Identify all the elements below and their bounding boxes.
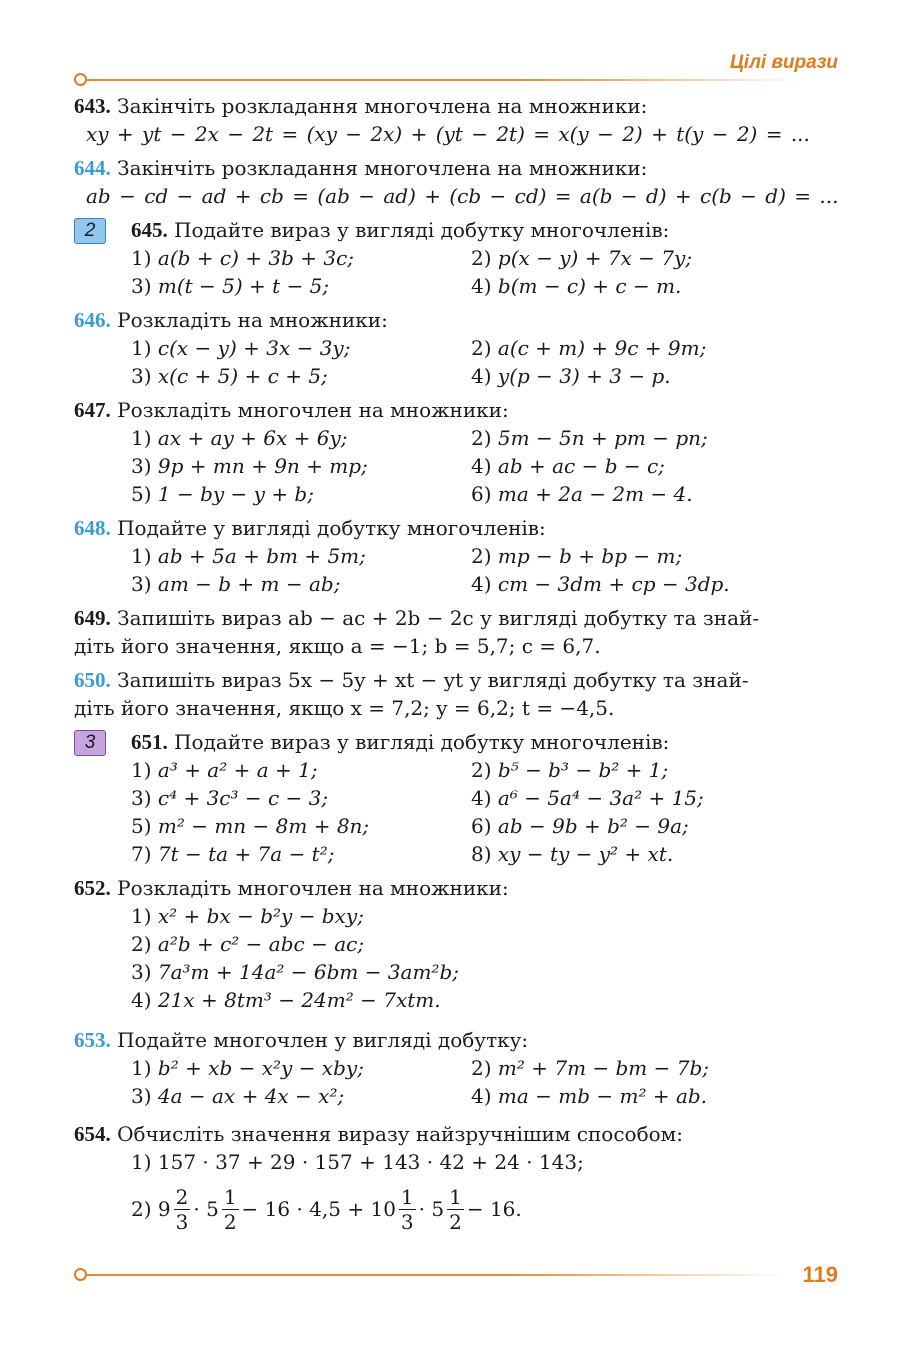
operator-text: − 16. bbox=[466, 1197, 522, 1221]
list-item: 4) a⁶ − 5a⁴ − 3a² + 15; bbox=[471, 786, 704, 810]
list-item: 1) a³ + a² + a + 1; bbox=[131, 758, 318, 782]
list-item: 8) xy − ty − y² + xt. bbox=[471, 842, 674, 866]
list-item: 5) m² − mn − 8m + 8n; bbox=[131, 814, 370, 838]
fraction: $\frac{2}{3}$ bbox=[175, 1184, 189, 1234]
exercise-number: 648. bbox=[74, 516, 111, 540]
exercise-text: Закінчіть розкладання многочлена на множники: bbox=[117, 156, 648, 180]
exercise-list bbox=[74, 92, 844, 1244]
list-item: 4) ma − mb − m² + ab. bbox=[471, 1084, 708, 1108]
exercise-651 bbox=[74, 728, 844, 868]
exercise-645 bbox=[74, 216, 844, 300]
list-item: 2) b⁵ − b³ − b² + 1; bbox=[471, 758, 669, 782]
exercise-text: Розкладіть многочлен на множники: bbox=[117, 876, 509, 900]
list-item: 3) 7a³m + 14a² − 6bm − 3am²b; bbox=[131, 960, 459, 984]
exercise-number: 653. bbox=[74, 1028, 111, 1052]
exercise-number: 644. bbox=[74, 156, 111, 180]
list-item: 1) 157 · 37 + 29 · 157 + 143 · 42 + 24 · 143; bbox=[131, 1150, 584, 1174]
list-item: 1) c(x − y) + 3x − 3y; bbox=[131, 336, 351, 360]
operator-text: · 5 bbox=[193, 1197, 219, 1221]
item-ordinal: 2) bbox=[131, 1197, 152, 1221]
exercise-text: Запишіть вираз 5x − 5y + xt − yt у вигляді добутку та знай- bbox=[117, 668, 749, 692]
exercise-646 bbox=[74, 306, 844, 390]
exercise-number: 643. bbox=[74, 94, 111, 118]
list-item: 2) m² + 7m − bm − 7b; bbox=[471, 1056, 710, 1080]
exercise-text: Подайте у вигляді добутку многочленів: bbox=[117, 516, 546, 540]
exercise-652 bbox=[74, 874, 844, 1014]
list-item: 1) ax + ay + 6x + 6y; bbox=[131, 426, 348, 450]
exercise-number: 645. bbox=[131, 218, 168, 242]
exercise-items bbox=[74, 424, 844, 508]
exercise-formula: xy + yt − 2x − 2t = (xy − 2x) + (yt − 2t) = x(y − 2) + t(y − 2) = ... bbox=[86, 122, 810, 146]
list-item: 1) x² + bx − b²y − bxy; bbox=[131, 904, 364, 928]
list-item: 3) 4a − ax + 4x − x²; bbox=[131, 1084, 345, 1108]
list-item-fraction-expression bbox=[74, 1180, 844, 1238]
exercise-items bbox=[131, 756, 844, 868]
exercise-number: 646. bbox=[74, 308, 111, 332]
list-item: 1) ab + 5a + bm + 5m; bbox=[131, 544, 366, 568]
exercise-text: Закінчіть розкладання многочлена на множники: bbox=[117, 94, 648, 118]
level-3-badge: 3 bbox=[74, 730, 106, 756]
exercise-text: Обчисліть значення виразу найзручнішим способом: bbox=[117, 1122, 683, 1146]
list-item: 4) 21x + 8tm³ − 24m² − 7xtm. bbox=[131, 988, 441, 1012]
list-item: 3) x(c + 5) + c + 5; bbox=[131, 364, 328, 388]
exercise-653 bbox=[74, 1026, 844, 1110]
list-item: 2) p(x − y) + 7x − 7y; bbox=[471, 246, 693, 270]
fraction: $\frac{1}{2}$ bbox=[223, 1184, 237, 1234]
exercise-items bbox=[131, 244, 844, 300]
list-item: 1) a(b + c) + 3b + 3c; bbox=[131, 246, 355, 270]
list-item: 2) a(c + m) + 9c + 9m; bbox=[471, 336, 707, 360]
list-item: 4) b(m − c) + c − m. bbox=[471, 274, 682, 298]
operator-text: − 16 · 4,5 + 10 bbox=[241, 1197, 396, 1221]
exercise-text: Подайте вираз у вигляді добутку многочленів: bbox=[174, 730, 670, 754]
exercise-text-continued: діть його значення, якщо a = −1; b = 5,7; c = 6,7. bbox=[74, 634, 601, 658]
exercise-644 bbox=[74, 154, 844, 210]
exercise-text: Розкладіть многочлен на множники: bbox=[117, 398, 509, 422]
exercise-text: Запишіть вираз ab − ac + 2b − 2c у вигляді добутку та знай- bbox=[117, 606, 760, 630]
exercise-text: Подайте многочлен у вигляді добутку: bbox=[117, 1028, 529, 1052]
level-2-badge: 2 bbox=[74, 218, 106, 244]
exercise-formula: ab − cd − ad + cb = (ab − ad) + (cb − cd) = a(b − d) + c(b − d) = ... bbox=[86, 184, 839, 208]
exercise-text-continued: діть його значення, якщо x = 7,2; y = 6,2; t = −4,5. bbox=[74, 696, 615, 720]
exercise-text: Розкладіть на множники: bbox=[117, 308, 388, 332]
list-item: 3) am − b + m − ab; bbox=[131, 572, 341, 596]
exercise-number: 651. bbox=[131, 730, 168, 754]
list-item: 2) 5m − 5n + pm − pn; bbox=[471, 426, 708, 450]
exercise-number: 649. bbox=[74, 606, 111, 630]
list-item: 6) ma + 2a − 2m − 4. bbox=[471, 482, 693, 506]
exercise-items bbox=[74, 334, 844, 390]
footer-rule bbox=[86, 1274, 786, 1276]
exercise-650 bbox=[74, 666, 844, 722]
header-rule bbox=[86, 79, 806, 81]
exercise-643 bbox=[74, 92, 844, 148]
exercise-number: 654. bbox=[74, 1122, 111, 1146]
exercise-648 bbox=[74, 514, 844, 598]
exercise-items bbox=[74, 1054, 844, 1110]
exercise-text: Подайте вираз у вигляді добутку многочленів: bbox=[174, 218, 670, 242]
exercise-items bbox=[74, 1148, 844, 1176]
section-title: Цілі вирази bbox=[729, 52, 838, 73]
list-item: 4) ab + ac − b − c; bbox=[471, 454, 665, 478]
list-item: 3) m(t − 5) + t − 5; bbox=[131, 274, 330, 298]
exercise-number: 647. bbox=[74, 398, 111, 422]
exercise-items bbox=[74, 542, 844, 598]
list-item: 2) a²b + c² − abc − ac; bbox=[131, 932, 365, 956]
list-item: 5) 1 − by − y + b; bbox=[131, 482, 314, 506]
exercise-649 bbox=[74, 604, 844, 660]
page-number: 119 bbox=[802, 1262, 838, 1287]
list-item: 6) ab − 9b + b² − 9a; bbox=[471, 814, 689, 838]
exercise-654 bbox=[74, 1120, 844, 1238]
fraction: $\frac{1}{2}$ bbox=[449, 1184, 462, 1234]
list-item: 3) c⁴ + 3c³ − c − 3; bbox=[131, 786, 329, 810]
fraction: $\frac{1}{3}$ bbox=[400, 1184, 414, 1234]
list-item: 3) 9p + mn + 9n + mp; bbox=[131, 454, 368, 478]
mixed-number-whole: 9 bbox=[157, 1197, 171, 1221]
exercise-number: 652. bbox=[74, 876, 111, 900]
list-item: 2) mp − b + bp − m; bbox=[471, 544, 683, 568]
list-item: 1) b² + xb − x²y − xby; bbox=[131, 1056, 364, 1080]
exercise-647 bbox=[74, 396, 844, 508]
list-item: 4) y(p − 3) + 3 − p. bbox=[471, 364, 671, 388]
list-item: 7) 7t − ta + 7a − t²; bbox=[131, 842, 335, 866]
list-item: 4) cm − 3dm + cp − 3dp. bbox=[471, 572, 730, 596]
exercise-number: 650. bbox=[74, 668, 111, 692]
operator-text: · 5 bbox=[418, 1197, 445, 1221]
exercise-items bbox=[74, 902, 844, 1014]
